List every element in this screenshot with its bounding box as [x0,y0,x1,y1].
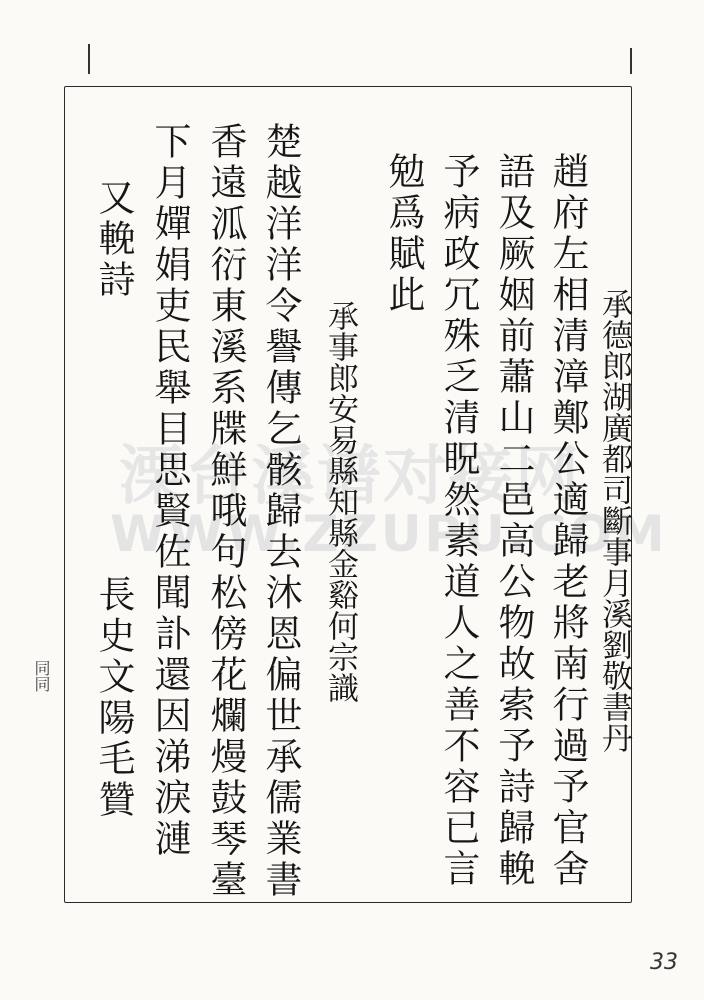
poem-column-1: 楚越洋洋令譽傳乞骸歸去沐恩偏世承儒業書 [259,122,302,901]
text-column-2: 語及厥姻前蕭山二邑高公物故索予詩歸輓 [492,152,535,890]
watermark-text: 溧台溪谱对接网 [119,440,581,514]
crop-mark-right [630,48,632,74]
poem-column-3: 下月嬋娟吏民舉目思賢佐聞訃還因涕淚漣 [148,122,191,860]
text-column-4: 勉爲賦此 [382,152,425,316]
crop-mark-left [88,44,90,74]
poem-title-column: 又輓詩 [92,178,135,301]
watermark-url: WWW.ZZUPU.COM [110,505,668,563]
text-column-1: 趙府左相清漳鄭公適歸老將南行過予官舍 [546,152,589,890]
margin-label: 同同 [32,660,51,692]
text-column-3: 予病政冗殊乏清眖然素道人之善不容已言 [437,152,480,890]
poem-author-column: 長史文陽毛贊 [92,575,135,821]
page-number: 33 [650,950,678,975]
signature-column-scribe: 承德郎湖廣都司斷事月溪劉敬書丹 [596,288,632,753]
signature-column-author: 承事郎安易縣知縣金谿何宗識 [322,300,358,703]
poem-column-2: 香遠泒衍東溪系牒鮮哦句松傍花爛熳鼓琴臺 [204,122,247,901]
